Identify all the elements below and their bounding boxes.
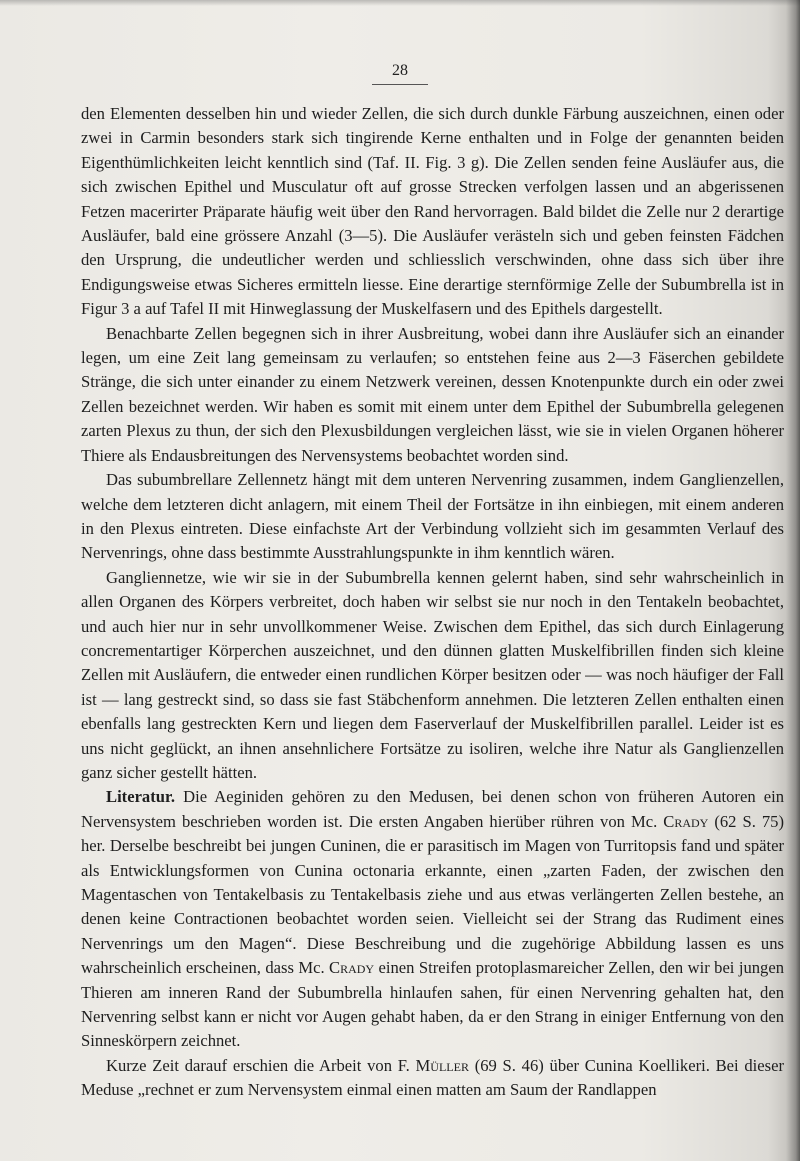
page-top-shadow [0,0,800,6]
paragraph-3: Das subumbrellare Zellennetz hängt mit dem unteren Nervenring zusammen, indem Ganglienzellen, welche dem letzteren dicht anlagern, mit einem Theil der Fortsätze in ihn einbiegen, mit einem anderen in den Plexus eintreten. Diese einfachste Art der Verbindung vollzieht sich im gesammten Verlauf des Nervenrings, ohne dass bestimmte Ausstrahlungspunkte in ihm kenntlich wären. [81,470,784,563]
literatur-text-3: einen Streifen protoplasmareicher Zellen, den wir bei jungen Thieren am inneren Rand der Subumbrella hinlaufen sahen, für einen Nervenring gehalten hat, den Nervenring selbst kann er nicht vor Augen gehabt haben, da er den Strang in einiger Entfernung von den Sinneskörpern zeichnet. [81,958,784,1051]
page-binding-shadow [786,0,800,1161]
page-number: 28 [392,62,408,79]
author-name-mueller: Müller [415,1055,469,1075]
author-name-crady-2: Crady [329,958,375,978]
paragraph-2: Benachbarte Zellen begegnen sich in ihrer Ausbreitung, wobei dann ihre Ausläufer sich an einander legen, um eine Zeit lang gemeinsam zu verlaufen; so entstehen feine aus 2—3 Fäserchen gebildete Stränge, die sich unter einander zu einem Netzwerk vereinen, dessen Knotenpunkte durch ein oder zwei Zellen bezeichnet werden. Wir haben es somit mit einem unter dem Epithel der Subumbrella gelegenen zarten Plexus zu thun, der sich den Plexusbildungen vergleichen lässt, wie sie in vielen Organen höherer Thiere als Endausbreitungen des Nervensystems beobachtet worden sind. [81,323,784,465]
literatur-text-1: Die Aeginiden gehören zu den Medusen, bei denen schon von früheren Autoren ein Nervensystem beschrieben worden ist. Die ersten Angaben hierüber rühren von Mc. [81,787,784,831]
author-name-crady: Crady [663,811,709,831]
body-text [81,102,784,1103]
paragraph-1: den Elementen desselben hin und wieder Zellen, die sich durch dunkle Färbung auszeichnen, einen oder zwei in Carmin besonders stark sich tingirende Kerne enthalten und in Folge der genannten beiden Eigenthümlichkeiten leicht kenntlich sind (Taf. II. Fig. 3 g). Die Zellen senden feine Ausläufer aus, die sich zwischen Epithel und Musculatur oft auf grosse Strecken verfolgen lassen und an abgerissenen Fetzen macerirter Präparate häufig weit über den Rand hervorragen. Bald bildet die Zelle nur 2 derartige Ausläufer, bald eine grössere Anzahl (3—5). Die Ausläufer verästeln sich und geben feinsten Fädchen den Ursprung, die undeutlicher werden und schliesslich verschwinden, ohne dass sich über ihre Endigungsweise etwas Sicheres ermitteln liesse. Eine derartige sternförmige Zelle der Subumbrella ist in Figur 3 a auf Tafel II mit Hinweglassung der Muskelfasern und des Epithels dargestellt. [81,104,784,319]
last-text-2: (69 S. 46) über Cunina Koellikeri. Bei dieser Meduse „rechnet er zum Nervensystem einmal einen matten am Saum der Randlappen [81,1055,784,1100]
page-number-rule [372,84,428,85]
literatur-text-2: (62 S. 75) her. Derselbe beschreibt bei jungen Cuninen, die er parasitisch im Magen von Turritopsis fand und später als Entwicklungsformen von Cunina octonaria erkannte, einen „zarten Faden, der zwischen den Magentaschen von Tentakelbasis zu Tentakelbasis ziehe und aus etwas verlängerten Zellen bestehe, an denen keine Contractionen beobachtet worden seien. Vielleicht sei der Strang das Rudiment eines Nervenrings um den Magen“. Diese Beschreibung und die zugehörige Abbildung lassen es uns wahrscheinlich erscheinen, dass Mc. [81,811,784,978]
paragraph-4: Gangliennetze, wie wir sie in der Subumbrella kennen gelernt haben, sind sehr wahrscheinlich in allen Organen des Körpers verbreitet, doch haben wir selbst sie nur noch in den Tentakeln beobachtet, und auch hier nur in sehr unvollkommener Weise. Zwischen dem Epithel, das sich durch Einlagerung concrementartiger Körperchen auszeichnet, und den dünnen glatten Muskelfibrillen finden sich kleine Zellen mit Ausläufern, die entweder einen rundlichen Körper besitzen oder — was noch häufiger der Fall ist — lang gestreckt sind, so dass sie fast Stäbchenform annehmen. Die letzteren Zellen enthalten einen ebenfalls lang gestreckten Kern und liegen dem Faserverlauf der Muskelfibrillen parallel. Leider ist es uns nicht geglückt, an ihnen ansehnlichere Fortsätze zu isoliren, welche ihre Natur als Ganglienzellen ganz sicher gestellt hätten. [81,567,784,782]
last-text-1: Kurze Zeit darauf erschien die Arbeit von F. [106,1055,416,1075]
literatur-heading: Literatur. [106,787,175,807]
paragraph-last [81,1054,784,1103]
paragraph-literatur [81,785,784,1053]
